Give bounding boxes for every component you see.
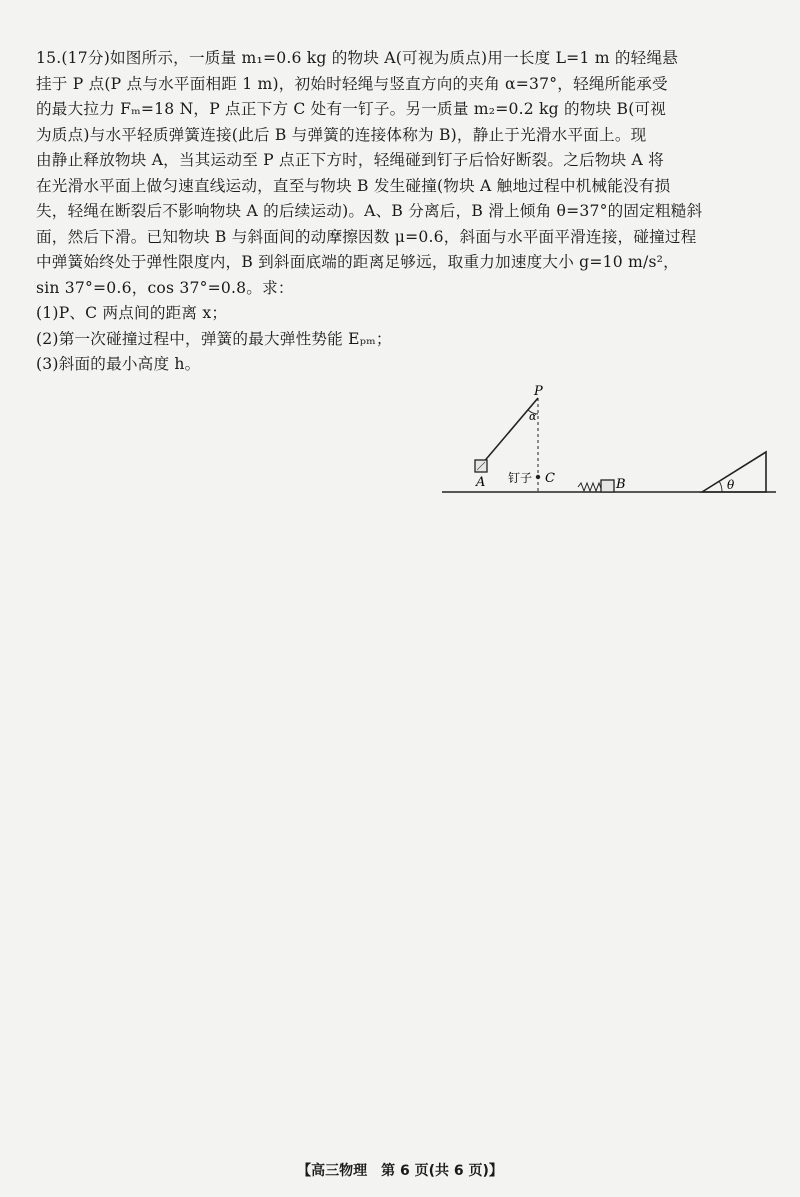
label-b: B <box>616 477 626 492</box>
label-alpha: α <box>529 410 537 423</box>
question-text-line: 失，轻绳在断裂后不影响物块 A 的后续运动)。A、B 分离后，B 滑上倾角 θ=37°的固定粗糙斜 <box>36 202 703 220</box>
question-text-line: 中弹簧始终处于弹性限度内，B 到斜面底端的距离足够远，取重力加速度大小 g=10 m/s²， <box>36 253 679 271</box>
question-text-line: 15.(17分)如图所示，一质量 m₁=0.6 kg 的物块 A(可视为质点)用一长度 L=1 m 的轻绳悬 <box>36 49 679 67</box>
sub-question-3: (3)斜面的最小高度 h。 <box>36 355 201 373</box>
nail-c <box>536 475 540 479</box>
question-text-line: 由静止释放物块 A，当其运动至 P 点正下方时，轻绳碰到钉子后恰好断裂。之后物块 A 将 <box>36 151 664 169</box>
label-theta: θ <box>727 478 735 492</box>
question-text-line: 在光滑水平面上做匀速直线运动，直至与物块 B 发生碰撞(物块 A 触地过程中机械能没有损 <box>36 176 671 195</box>
question-text-line: 为质点)与水平轻质弹簧连接(此后 B 与弹簧的连接体称为 B)，静止于光滑水平面上。现 <box>36 125 647 144</box>
question-text-line: 面，然后下滑。已知物块 B 与斜面间的动摩擦因数 μ=0.6，斜面与水平面平滑连接，碰撞过程 <box>36 227 697 246</box>
label-p: P <box>534 384 543 399</box>
question-text-line: 挂于 P 点(P 点与水平面相距 1 m)，初始时轻绳与竖直方向的夹角 α=37°，轻绳所能承受 <box>36 74 668 93</box>
sub-question-1: (1)P、C 两点间的距离 x； <box>36 304 228 322</box>
rope <box>482 398 538 464</box>
label-a: A <box>476 475 486 490</box>
block-b <box>601 480 614 492</box>
page-footer: 【高三物理 第 6 页(共 6 页)】 <box>297 1163 503 1179</box>
physics-diagram <box>440 384 780 504</box>
question-text-line: sin 37°=0.6，cos 37°=0.8。求： <box>36 278 294 297</box>
label-c: C <box>545 471 555 486</box>
theta-arc <box>719 481 722 492</box>
label-nail: 钉子 <box>508 471 533 485</box>
question-15 <box>36 46 776 378</box>
sub-question-2: (2)第一次碰撞过程中，弹簧的最大弹性势能 Eₚₘ； <box>36 329 392 348</box>
question-text-line: 的最大拉力 Fₘ=18 N，P 点正下方 C 处有一钉子。另一质量 m₂=0.2 kg 的物块 B(可视 <box>36 100 667 118</box>
